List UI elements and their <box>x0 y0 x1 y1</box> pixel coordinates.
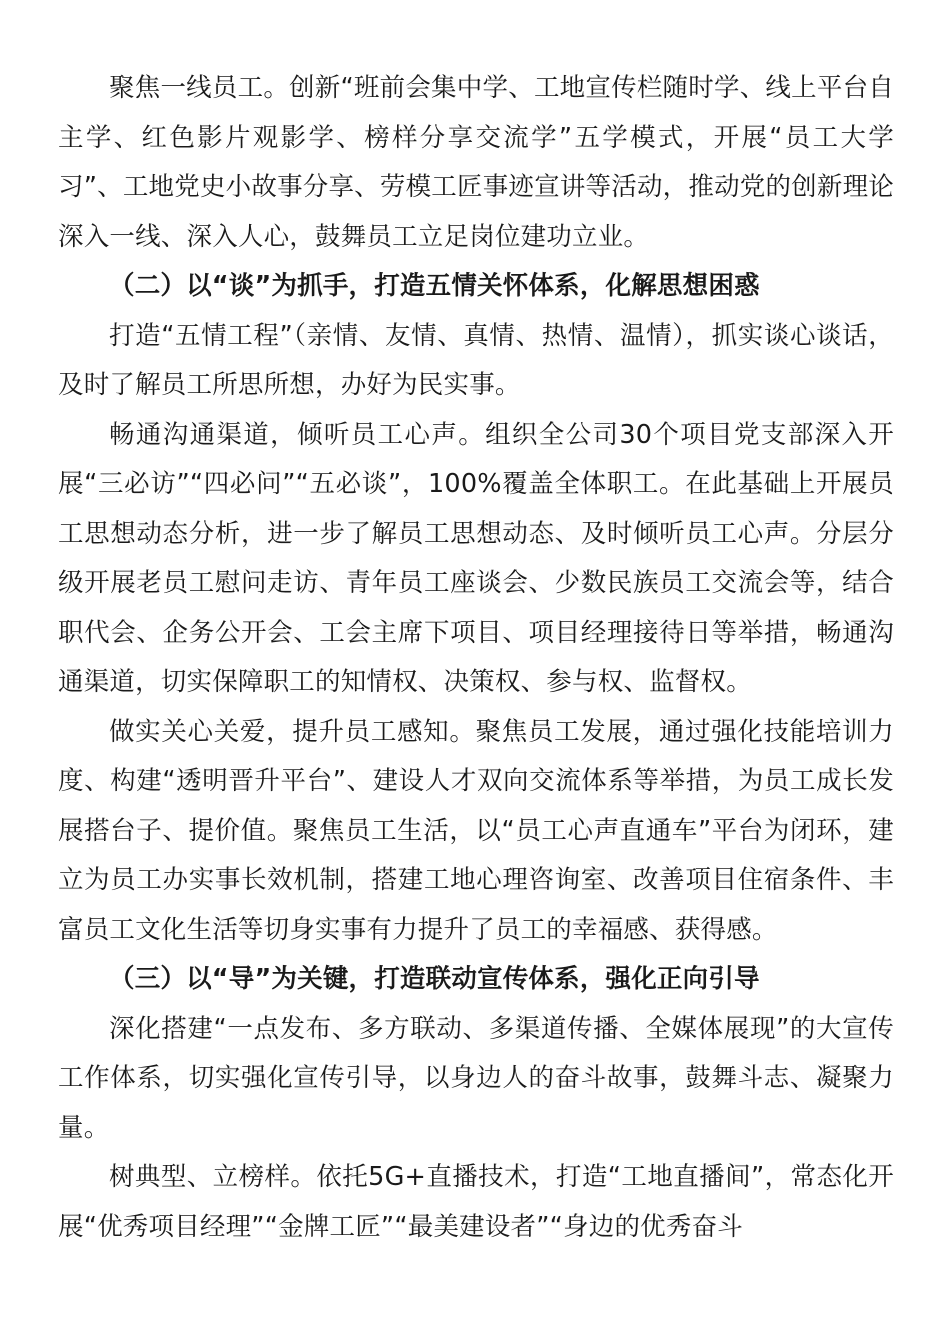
document-body <box>58 64 894 1252</box>
section-heading-3: （三）以“导”为关键，打造联动宣传体系，强化正向引导 <box>109 964 760 994</box>
paragraph-care: 做实关心关爱，提升员工感知。聚焦员工发展，通过强化技能培训力度、构建“透明晋升平台”、建设人才双向交流体系等举措，为员工成长发展搭台子、提价值。聚焦员工生活，以“员工心声直通车”平台为闭环，建立为员工办实事长效机制，搭建工地心理咨询室、改善项目住宿条件、丰富员工文化生活等切身实事有力提升了员工的幸福感、获得感。 <box>58 716 894 945</box>
paragraph-publicity-system: 深化搭建“一点发布、多方联动、多渠道传播、全媒体展现”的大宣传工作体系，切实强化宣传引导，以身边人的奋斗故事，鼓舞斗志、凝聚力量。 <box>58 1013 894 1143</box>
paragraph-five-emotions: 打造“五情工程”（亲情、友情、真情、热情、温情），抓实谈心谈话，及时了解员工所思所想，办好为民实事。 <box>58 320 894 400</box>
paragraph-communication-channels: 畅通沟通渠道，倾听员工心声。组织全公司30个项目党支部深入开展“三必访”“四必问”“五必谈”，100%覆盖全体职工。在此基础上开展员工思想动态分析，进一步了解员工思想动态、及时倾听员工心声。分层分级开展老员工慰问走访、青年员工座谈会、少数民族员工交流会等，结合职代会、企务公开会、工会主席下项目、项目经理接待日等举措，畅通沟通渠道，切实保障职工的知情权、决策权、参与权、监督权。 <box>58 419 894 697</box>
paragraph-frontline-staff: 聚焦一线员工。创新“班前会集中学、工地宣传栏随时学、线上平台自主学、红色影片观影学、榜样分享交流学”五学模式，开展“员工大学习”、工地党史小故事分享、劳模工匠事迹宣讲等活动，推动党的创新理论深入一线、深入人心，鼓舞员工立足岗位建功立业。 <box>58 73 894 252</box>
paragraph-role-models: 树典型、立榜样。依托5G+直播技术，打造“工地直播间”，常态化开展“优秀项目经理”“金牌工匠”“最美建设者”“身边的优秀奋斗 <box>58 1162 894 1242</box>
section-heading-2: （二）以“谈”为抓手，打造五情关怀体系，化解思想困惑 <box>109 271 760 301</box>
